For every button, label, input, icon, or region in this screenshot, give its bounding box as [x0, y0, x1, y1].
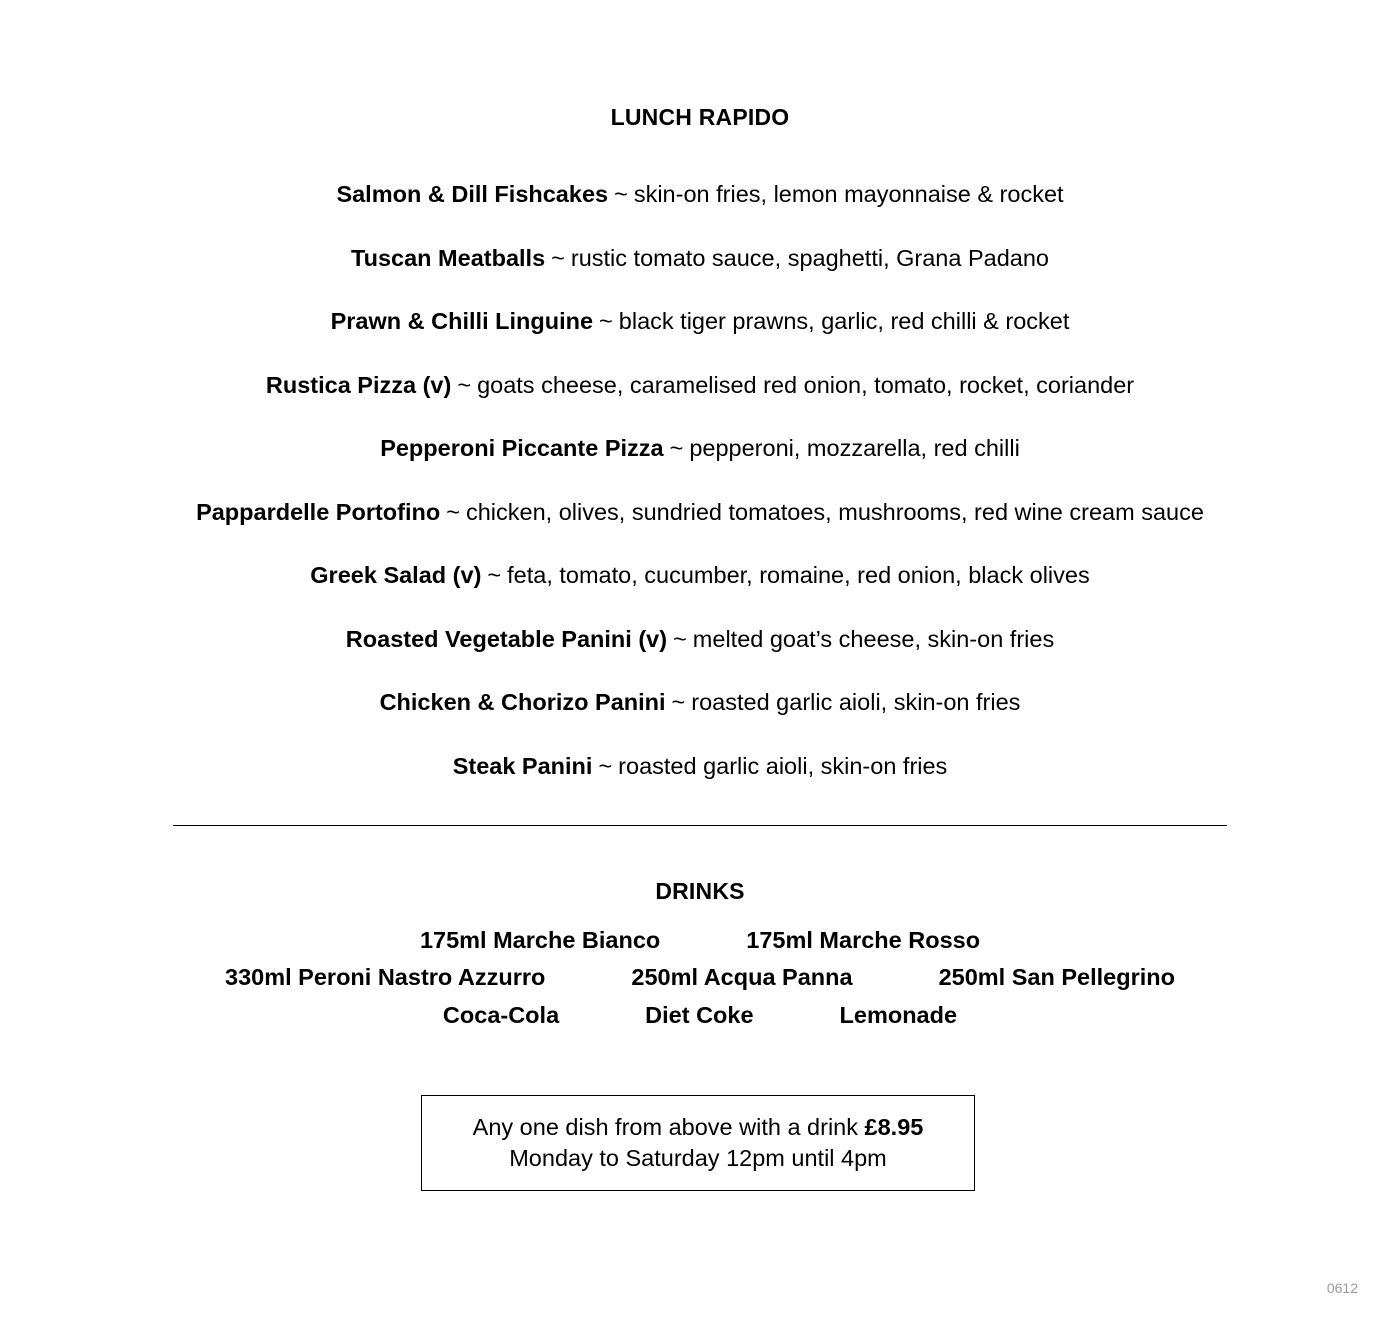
- lunch-menu-list: [0, 176, 1400, 811]
- lunch-heading: LUNCH RAPIDO: [610, 104, 790, 130]
- menu-item: [0, 557, 1400, 621]
- drink-item: 175ml Marche Bianco: [419, 927, 661, 953]
- drink-item: 250ml Acqua Panna: [631, 964, 853, 990]
- dish-separator: ~: [487, 562, 502, 588]
- offer-box: [421, 1095, 975, 1191]
- dish-description: melted goat’s cheese, skin-on fries: [692, 625, 1055, 652]
- dish-separator: ~: [673, 625, 687, 652]
- drinks-row: [0, 964, 1400, 991]
- menu-item: [0, 176, 1400, 240]
- offer-text: Any one dish from above with a drink: [472, 1114, 858, 1140]
- dish-separator: ~: [598, 752, 613, 779]
- menu-item: [0, 303, 1400, 367]
- dish-name: Roasted Vegetable Panini (v): [345, 625, 668, 652]
- offer-hours: Monday to Saturday 12pm until 4pm: [509, 1145, 887, 1171]
- drinks-row: [0, 927, 1400, 954]
- dish-name: Greek Salad (v): [310, 562, 482, 588]
- dish-name: Tuscan Meatballs: [350, 244, 546, 271]
- dish-description: skin-on fries, lemon mayonnaise & rocket: [633, 181, 1064, 207]
- drink-item: 175ml Marche Rosso: [746, 927, 981, 953]
- dish-separator: ~: [446, 498, 460, 525]
- dish-description: feta, tomato, cucumber, romaine, red onion, black olives: [507, 562, 1090, 588]
- dish-separator: ~: [669, 435, 684, 461]
- dish-description: rustic tomato sauce, spaghetti, Grana Padano: [570, 244, 1049, 271]
- menu-item: [0, 367, 1400, 431]
- menu-item: [0, 430, 1400, 494]
- menu-item: [0, 684, 1400, 748]
- dish-separator: ~: [614, 181, 628, 207]
- drinks-heading: DRINKS: [655, 878, 745, 904]
- dish-separator: ~: [599, 308, 613, 334]
- dish-description: goats cheese, caramelised red onion, tomato, rocket, coriander: [477, 371, 1135, 398]
- dish-description: roasted garlic aioli, skin-on fries: [618, 752, 948, 779]
- dish-name: Prawn & Chilli Linguine: [330, 308, 594, 334]
- section-divider: [173, 825, 1227, 826]
- dish-separator: ~: [551, 244, 565, 271]
- dish-name: Pepperoni Piccante Pizza: [380, 435, 664, 461]
- dish-separator: ~: [671, 689, 686, 715]
- page-number: 0612: [1326, 1280, 1358, 1296]
- offer-price: £8.95: [864, 1114, 924, 1140]
- drinks-row: [0, 1002, 1400, 1029]
- drink-item: Coca-Cola: [442, 1002, 560, 1028]
- dish-description: pepperoni, mozzarella, red chilli: [689, 435, 1020, 461]
- drink-item: 330ml Peroni Nastro Azzurro: [225, 964, 546, 990]
- dish-description: chicken, olives, sundried tomatoes, mushrooms, red wine cream sauce: [465, 498, 1204, 525]
- dish-separator: ~: [457, 371, 472, 398]
- dish-name: Steak Panini: [452, 752, 593, 779]
- dish-description: black tiger prawns, garlic, red chilli & rocket: [618, 308, 1070, 334]
- menu-item: [0, 748, 1400, 812]
- menu-item: [0, 240, 1400, 304]
- drink-item: Lemonade: [839, 1002, 958, 1028]
- menu-item: [0, 494, 1400, 558]
- drink-item: Diet Coke: [645, 1002, 754, 1028]
- dish-name: Pappardelle Portofino: [196, 498, 441, 525]
- menu-item: [0, 621, 1400, 685]
- dish-name: Chicken & Chorizo Panini: [379, 689, 666, 715]
- dish-description: roasted garlic aioli, skin-on fries: [691, 689, 1021, 715]
- dish-name: Rustica Pizza (v): [265, 371, 452, 398]
- dish-name: Salmon & Dill Fishcakes: [336, 181, 609, 207]
- drink-item: 250ml San Pellegrino: [938, 964, 1175, 990]
- offer-line: [422, 1112, 974, 1143]
